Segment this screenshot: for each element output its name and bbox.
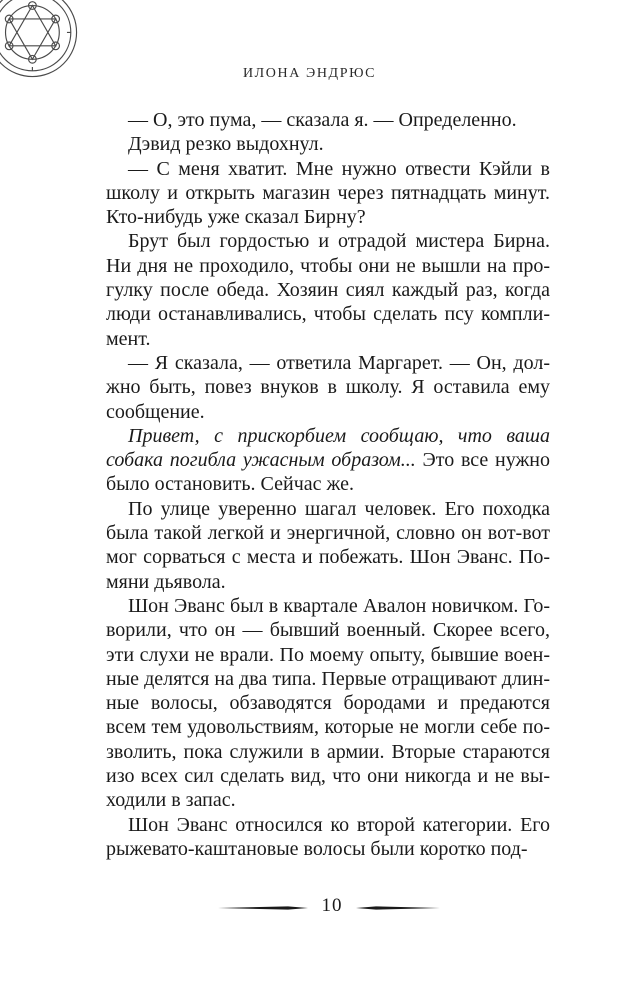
paragraph: — С меня хватит. Мне нужно отвести Кэйли в школу и открыть магазин через пятнадцать минут. Кто-нибудь уже сказал Бирну? [106,157,550,229]
paragraph: — О, это пума, — сказала я. — Определенно. [128,109,517,131]
page-number: 10 [321,895,343,916]
italic-quote: Привет, с прискорбием сообщаю, что ваша собака погибла ужасным образом... [106,424,550,472]
paragraph: Шон Эванс был в квартале Авалон новичком. Говорили, что он — бывший военный. Скорее всего, эти слухи не врали. По моему опыту, бывшие военные делятся на два типа. Первые отращивают длинные волосы, обзаводятся бородами и предаются всем тем удовольствиям, которые не могли себе позволить, пока служили в армии. Вторые стараются изо всех сил сделать вид, что они никогда и не выходили в запас. [106,594,550,812]
paragraph: По улице уверенно шагал человек. Его походка была такой легкой и энергичной, словно он вот-вот мог сорваться с места и побежать. Шон Эванс. Помяни дьявола. [106,497,550,593]
ornament-rule-right [356,906,440,910]
body-text [106,108,550,861]
paragraph: Брут был гордостью и отрадой мистера Бирна. Ни дня не проходило, чтобы они не вышли на прогулку после обеда. Хозяин сиял каждый раз, когда люди останавливались, чтобы сделать псу комплимент. [106,230,550,350]
paragraph: — Я сказала, — ответила Маргарет. — Он, должно быть, повез внуков в школу. Я оставила ему сообщение. [106,351,550,423]
paragraph-tail: Это все нужно было остановить. Сейчас же. [106,449,550,496]
running-head: ИЛОНА ЭНДРЮС [242,66,377,81]
paragraph-with-italic-lead [106,424,550,497]
ornament-rule-left [218,906,308,910]
paragraph: Шон Эванс относился ко второй категории. Его рыжевато-каштановые волосы были коротко под- [106,813,550,860]
page-footer [0,895,619,921]
paragraph: Дэвид резко выдохнул. [128,133,324,156]
